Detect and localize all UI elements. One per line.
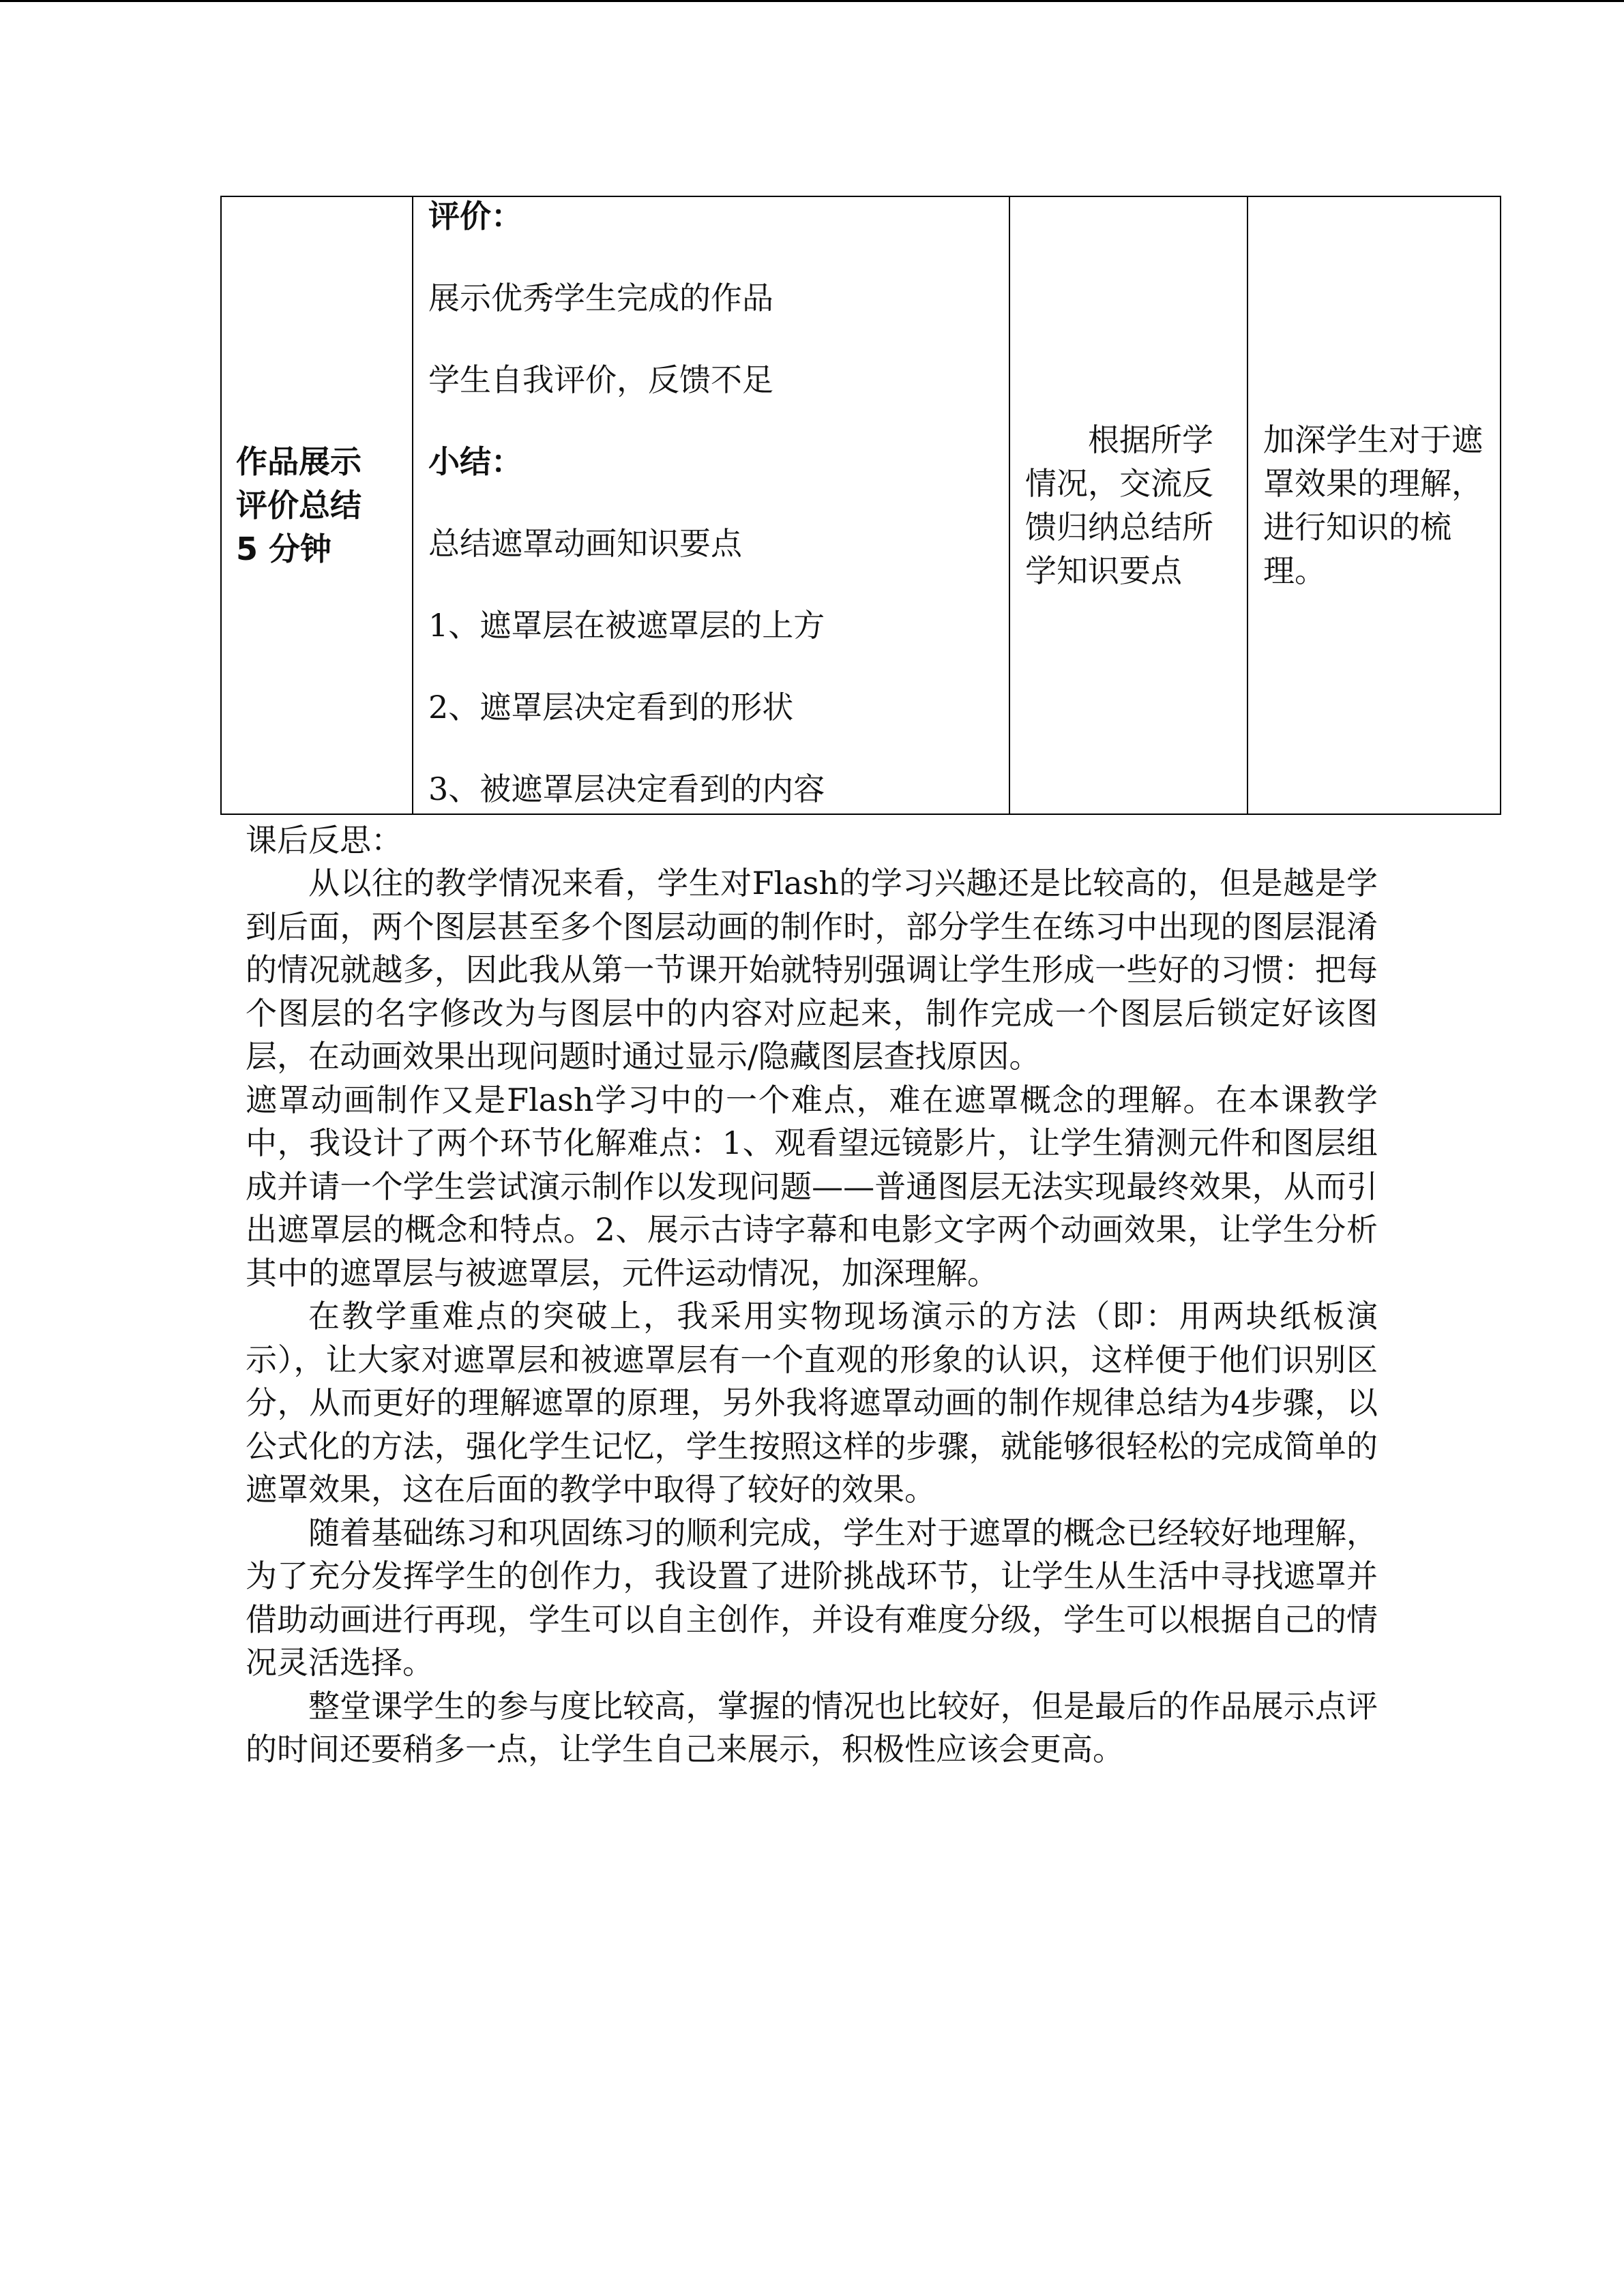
activity-line: 学生自我评价，反馈不足 — [428, 361, 773, 398]
evaluation-heading: 评价： — [428, 198, 522, 235]
reflection-paragraph: 在教学重难点的突破上，我采用实物现场演示的方法（即：用两块纸板演示），让大家对遮罩层和被遮罩层有一个直观的形象的认识，这样便于他们识别区分，从而更好的理解遮罩的原理，另外我将遮罩动画的制作规律总结为4步骤，以公式化的方法，强化学生记忆，学生按照这样的步骤，就能够很轻松的完成简单的遮罩效果，这在后面的教学中取得了较好的效果。 — [246, 1298, 1378, 1508]
reflection-body — [246, 862, 1378, 1772]
student-activity-cell — [1009, 196, 1247, 814]
summary-heading: 小结： — [428, 443, 522, 480]
page-top-border — [0, 0, 1624, 2]
reflection-paragraph: 从以往的教学情况来看，学生对Flash的学习兴趣还是比较高的，但是越是学到后面，两个图层甚至多个图层动画的制作时，部分学生在练习中出现的图层混淆的情况就越多，因此我从第一节课开始就特别强调让学生形成一些好的习惯：把每个图层的名字修改为与图层中的内容对应起来，制作完成一个图层后锁定好该图层，在动画效果出现问题时通过显示/隐藏图层查找原因。 — [246, 865, 1378, 1075]
activity-line: 展示优秀学生完成的作品 — [428, 280, 773, 316]
key-point-1: 1、遮罩层在被遮罩层的上方 — [428, 607, 825, 644]
reflection-paragraph: 随着基础练习和巩固练习的顺利完成，学生对于遮罩的概念已经较好地理解，为了充分发挥学生的创作力，我设置了进阶挑战环节，让学生从生活中寻找遮罩并借助动画进行再现，学生可以自主创作，并设有难度分级，学生可以根据自己的情况灵活选择。 — [246, 1514, 1378, 1681]
stage-name-line-1: 作品展示 — [236, 443, 361, 480]
key-point-3: 3、被遮罩层决定看到的内容 — [428, 771, 825, 807]
table-row — [221, 196, 1501, 814]
reflection-paragraph: 遮罩动画制作又是Flash学习中的一个难点，难在遮罩概念的理解。在本课教学中，我设计了两个环节化解难点：1、观看望远镜影片，让学生猜测元件和图层组成并请一个学生尝试演示制作以发现问题——普通图层无法实现最终效果，从而引出遮罩层的概念和特点。2、展示古诗字幕和电影文字两个动画效果，让学生分析其中的遮罩层与被遮罩层，元件运动情况，加深理解。 — [246, 1081, 1378, 1292]
reflection-paragraph: 整堂课学生的参与度比较高，掌握的情况也比较好，但是最后的作品展示点评的时间还要稍多一点，让学生自己来展示，积极性应该会更高。 — [246, 1687, 1378, 1768]
stage-name-line-2: 评价总结 — [236, 487, 361, 524]
key-point-2: 2、遮罩层决定看到的形状 — [428, 689, 794, 726]
teacher-activity-cell — [413, 196, 1009, 814]
stage-cell — [221, 196, 413, 814]
lesson-plan-table — [220, 196, 1501, 815]
design-intent-text: 加深学生对于遮罩效果的理解，进行知识的梳理。 — [1263, 421, 1483, 589]
design-intent-cell — [1247, 196, 1501, 814]
stage-duration: 5 分钟 — [236, 531, 332, 567]
activity-line: 总结遮罩动画知识要点 — [428, 525, 742, 562]
student-activity-text: 根据所学情况，交流反馈归纳总结所学知识要点 — [1025, 421, 1213, 589]
reflection-title: 课后反思： — [246, 822, 402, 859]
